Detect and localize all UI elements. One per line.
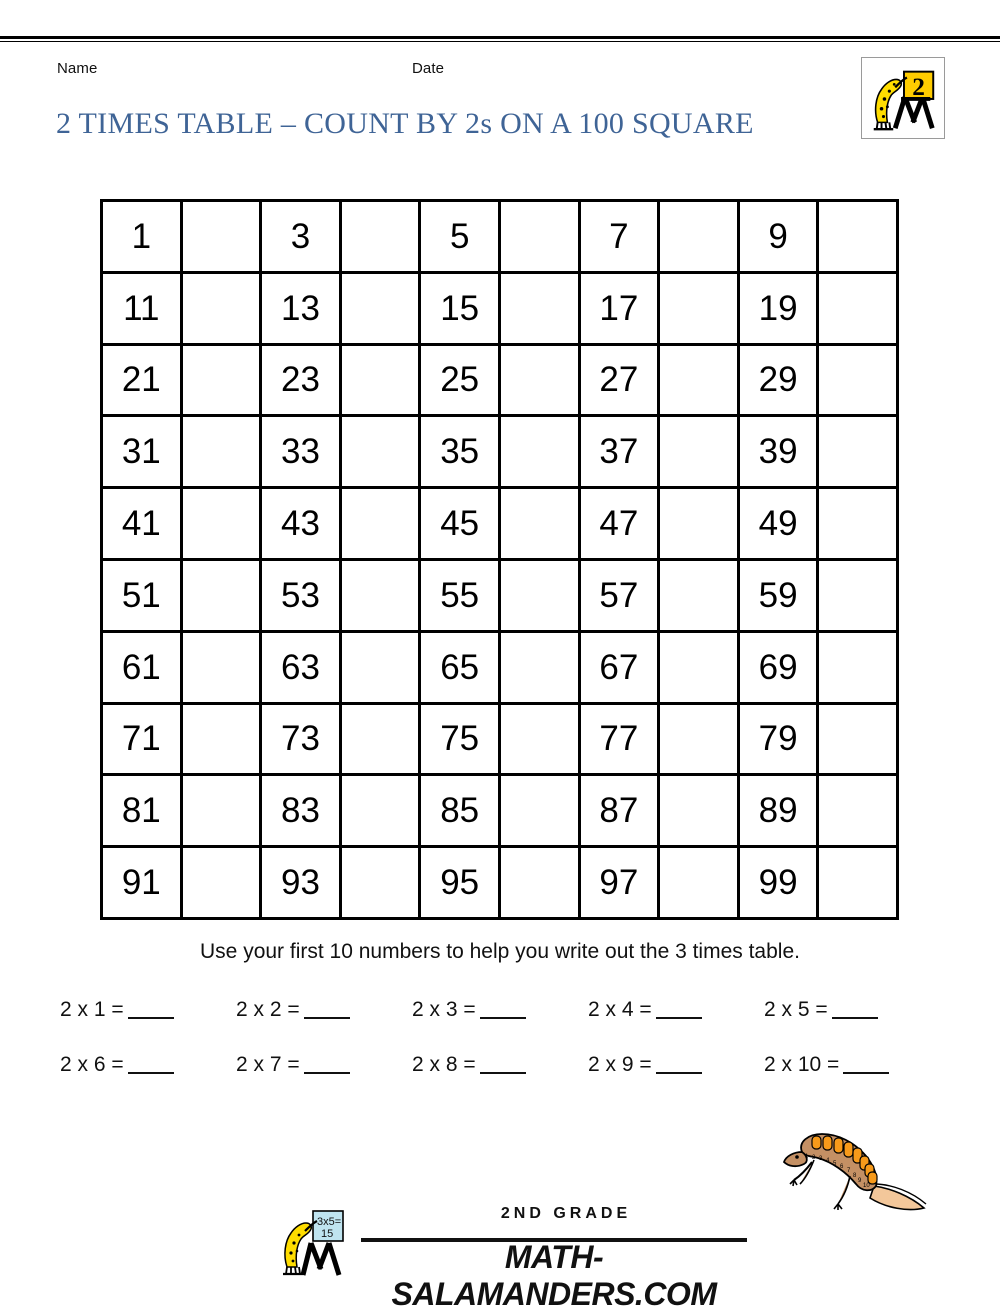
- grid-cell-empty[interactable]: [501, 346, 581, 418]
- grid-cell-empty[interactable]: [342, 776, 422, 848]
- equation-label: 2 x 10 =: [764, 1053, 840, 1076]
- grid-cell-filled[interactable]: 89: [740, 776, 820, 848]
- equation-item: [412, 1053, 588, 1077]
- grid-cell-empty[interactable]: [342, 633, 422, 705]
- grid-cell-filled[interactable]: 13: [262, 274, 342, 346]
- equation-item: [588, 998, 764, 1022]
- grid-cell-empty[interactable]: [819, 489, 899, 561]
- hundred-square-grid[interactable]: [100, 199, 899, 920]
- svg-text:3: 3: [819, 1156, 823, 1162]
- grid-cell-filled[interactable]: 87: [581, 776, 661, 848]
- grid-cell-empty[interactable]: [342, 705, 422, 777]
- grid-cell-filled[interactable]: 59: [740, 561, 820, 633]
- grid-cell-empty[interactable]: [501, 848, 581, 920]
- equation-item: [60, 998, 236, 1022]
- grid-cell-empty[interactable]: [183, 274, 263, 346]
- svg-text:8: 8: [853, 1173, 857, 1179]
- grid-cell-empty[interactable]: [660, 561, 740, 633]
- salamander-chalkboard-icon: [277, 1203, 357, 1281]
- answer-blank[interactable]: [656, 1017, 702, 1019]
- grid-cell-filled[interactable]: 29: [740, 346, 820, 418]
- grid-cell-empty[interactable]: [183, 561, 263, 633]
- equation-label: 2 x 8 =: [412, 1053, 476, 1076]
- grid-cell-filled[interactable]: 53: [262, 561, 342, 633]
- grid-cell-filled[interactable]: 95: [421, 848, 501, 920]
- equation-item: [60, 1053, 236, 1077]
- grid-cell-empty[interactable]: [819, 274, 899, 346]
- grid-cell-empty[interactable]: [819, 776, 899, 848]
- grid-cell-filled[interactable]: 27: [581, 346, 661, 418]
- grid-cell-empty[interactable]: [819, 417, 899, 489]
- salamander-easel-icon: [861, 57, 945, 139]
- grid-cell-filled[interactable]: 47: [581, 489, 661, 561]
- grid-cell-filled[interactable]: 65: [421, 633, 501, 705]
- equation-row-2: [60, 1053, 940, 1077]
- grid-cell-empty[interactable]: [183, 776, 263, 848]
- grid-cell-filled[interactable]: 93: [262, 848, 342, 920]
- grid-cell-empty[interactable]: [501, 417, 581, 489]
- answer-blank[interactable]: [128, 1072, 174, 1074]
- equation-label: 2 x 6 =: [60, 1053, 124, 1076]
- grid-cell-filled[interactable]: 51: [103, 561, 183, 633]
- salamander-with-numbered-spots: [778, 1112, 954, 1214]
- grid-cell-filled[interactable]: 9: [740, 202, 820, 274]
- equation-item: [412, 998, 588, 1022]
- grid-cell-empty[interactable]: [501, 489, 581, 561]
- grid-cell-empty[interactable]: [342, 274, 422, 346]
- svg-text:9: 9: [858, 1178, 862, 1184]
- grid-cell-empty[interactable]: [501, 633, 581, 705]
- grid-cell-filled[interactable]: 73: [262, 705, 342, 777]
- answer-blank[interactable]: [304, 1072, 350, 1074]
- grid-cell-filled[interactable]: 39: [740, 417, 820, 489]
- answer-blank[interactable]: [480, 1072, 526, 1074]
- grid-cell-filled[interactable]: 99: [740, 848, 820, 920]
- grid-cell-filled[interactable]: 49: [740, 489, 820, 561]
- equation-item: [236, 998, 412, 1022]
- grid-cell-filled[interactable]: 1: [103, 202, 183, 274]
- grid-cell-filled[interactable]: 25: [421, 346, 501, 418]
- grid-cell-empty[interactable]: [183, 346, 263, 418]
- grid-cell-filled[interactable]: 45: [421, 489, 501, 561]
- grid-cell-empty[interactable]: [183, 417, 263, 489]
- grid-cell-empty[interactable]: [501, 776, 581, 848]
- grid-cell-filled[interactable]: 91: [103, 848, 183, 920]
- grid-cell-filled[interactable]: 31: [103, 417, 183, 489]
- grid-cell-empty[interactable]: [342, 848, 422, 920]
- equation-item: [588, 1053, 764, 1077]
- grid-cell-filled[interactable]: 85: [421, 776, 501, 848]
- grid-cell-filled[interactable]: 19: [740, 274, 820, 346]
- svg-text:6: 6: [840, 1164, 844, 1170]
- grid-cell-filled[interactable]: 7: [581, 202, 661, 274]
- grid-cell-filled[interactable]: 43: [262, 489, 342, 561]
- header-divider: [0, 36, 1000, 42]
- grid-cell-filled[interactable]: 79: [740, 705, 820, 777]
- equation-item: [764, 1053, 940, 1077]
- grid-cell-empty[interactable]: [183, 489, 263, 561]
- grid-cell-filled[interactable]: 57: [581, 561, 661, 633]
- grid-cell-empty[interactable]: [660, 776, 740, 848]
- equation-label: 2 x 5 =: [764, 998, 828, 1021]
- grid-cell-filled[interactable]: 63: [262, 633, 342, 705]
- svg-text:4: 4: [826, 1158, 830, 1164]
- footer-grade-label: 2ND GRADE: [500, 1205, 632, 1222]
- grid-cell-filled[interactable]: 21: [103, 346, 183, 418]
- grid-cell-empty[interactable]: [819, 202, 899, 274]
- grid-cell-empty[interactable]: [660, 633, 740, 705]
- equation-label: 2 x 2 =: [236, 998, 300, 1021]
- footer-logo: [277, 1199, 747, 1312]
- grid-cell-empty[interactable]: [342, 202, 422, 274]
- equation-label: 2 x 9 =: [588, 1053, 652, 1076]
- grid-cell-filled[interactable]: 97: [581, 848, 661, 920]
- equation-item: [764, 998, 940, 1022]
- svg-text:1: 1: [805, 1154, 809, 1160]
- grid-cell-empty[interactable]: [501, 705, 581, 777]
- equation-label: 2 x 1 =: [60, 998, 124, 1021]
- equation-label: 2 x 4 =: [588, 998, 652, 1021]
- grid-cell-filled[interactable]: 81: [103, 776, 183, 848]
- grid-cell-empty[interactable]: [501, 274, 581, 346]
- grid-cell-filled[interactable]: 77: [581, 705, 661, 777]
- grid-cell-filled[interactable]: 15: [421, 274, 501, 346]
- date-label: Date: [412, 60, 445, 77]
- grid-cell-empty[interactable]: [342, 346, 422, 418]
- grid-cell-empty[interactable]: [342, 489, 422, 561]
- svg-text:15: 15: [321, 1228, 334, 1240]
- grid-cell-filled[interactable]: 11: [103, 274, 183, 346]
- grid-cell-empty[interactable]: [660, 346, 740, 418]
- grid-cell-empty[interactable]: [819, 633, 899, 705]
- page-title: 2 TIMES TABLE – COUNT BY 2s ON A 100 SQUARE: [56, 107, 754, 140]
- grid-cell-filled[interactable]: 33: [262, 417, 342, 489]
- grid-cell-empty[interactable]: [183, 202, 263, 274]
- grid-cell-empty[interactable]: [660, 274, 740, 346]
- grid-cell-filled[interactable]: 71: [103, 705, 183, 777]
- grid-cell-empty[interactable]: [183, 705, 263, 777]
- equation-item: [236, 1053, 412, 1077]
- grid-cell-empty[interactable]: [501, 202, 581, 274]
- grid-cell-empty[interactable]: [819, 848, 899, 920]
- grid-cell-filled[interactable]: 69: [740, 633, 820, 705]
- grid-cell-filled[interactable]: 3: [262, 202, 342, 274]
- grid-cell-empty[interactable]: [660, 705, 740, 777]
- grid-cell-filled[interactable]: 35: [421, 417, 501, 489]
- svg-text:2: 2: [912, 73, 925, 102]
- footer-site-label: MATH-SALAMANDERS.COM: [391, 1239, 717, 1312]
- grid-cell-filled[interactable]: 55: [421, 561, 501, 633]
- answer-blank[interactable]: [656, 1072, 702, 1074]
- answer-blank[interactable]: [480, 1017, 526, 1019]
- grid-cell-filled[interactable]: 61: [103, 633, 183, 705]
- grid-cell-filled[interactable]: 75: [421, 705, 501, 777]
- grid-cell-filled[interactable]: 17: [581, 274, 661, 346]
- grid-cell-filled[interactable]: 37: [581, 417, 661, 489]
- equation-row-1: [60, 998, 940, 1022]
- grid-cell-empty[interactable]: [183, 633, 263, 705]
- grid-cell-empty[interactable]: [660, 489, 740, 561]
- grid-cell-empty[interactable]: [660, 417, 740, 489]
- equation-label: 2 x 7 =: [236, 1053, 300, 1076]
- grid-cell-filled[interactable]: 83: [262, 776, 342, 848]
- answer-blank[interactable]: [832, 1017, 878, 1019]
- grid-cell-empty[interactable]: [660, 202, 740, 274]
- grid-cell-filled[interactable]: 41: [103, 489, 183, 561]
- instruction-text: Use your first 10 numbers to help you write out the 3 times table.: [200, 940, 800, 963]
- grid-cell-empty[interactable]: [501, 561, 581, 633]
- svg-text:7: 7: [847, 1168, 851, 1174]
- grid-cell-empty[interactable]: [342, 417, 422, 489]
- grid-cell-filled[interactable]: 5: [421, 202, 501, 274]
- grid-cell-filled[interactable]: 23: [262, 346, 342, 418]
- name-label: Name: [57, 60, 98, 77]
- grid-cell-empty[interactable]: [819, 346, 899, 418]
- grid-cell-empty[interactable]: [660, 848, 740, 920]
- answer-blank[interactable]: [304, 1017, 350, 1019]
- answer-blank[interactable]: [128, 1017, 174, 1019]
- grid-cell-empty[interactable]: [342, 561, 422, 633]
- svg-text:2: 2: [812, 1155, 816, 1161]
- answer-blank[interactable]: [843, 1072, 889, 1074]
- svg-text:3x5=: 3x5=: [317, 1216, 342, 1228]
- grid-cell-empty[interactable]: [819, 705, 899, 777]
- svg-text:5: 5: [833, 1161, 837, 1167]
- svg-text:10: 10: [863, 1183, 870, 1189]
- grid-cell-empty[interactable]: [183, 848, 263, 920]
- grid-cell-empty[interactable]: [819, 561, 899, 633]
- equation-label: 2 x 3 =: [412, 998, 476, 1021]
- grid-cell-filled[interactable]: 67: [581, 633, 661, 705]
